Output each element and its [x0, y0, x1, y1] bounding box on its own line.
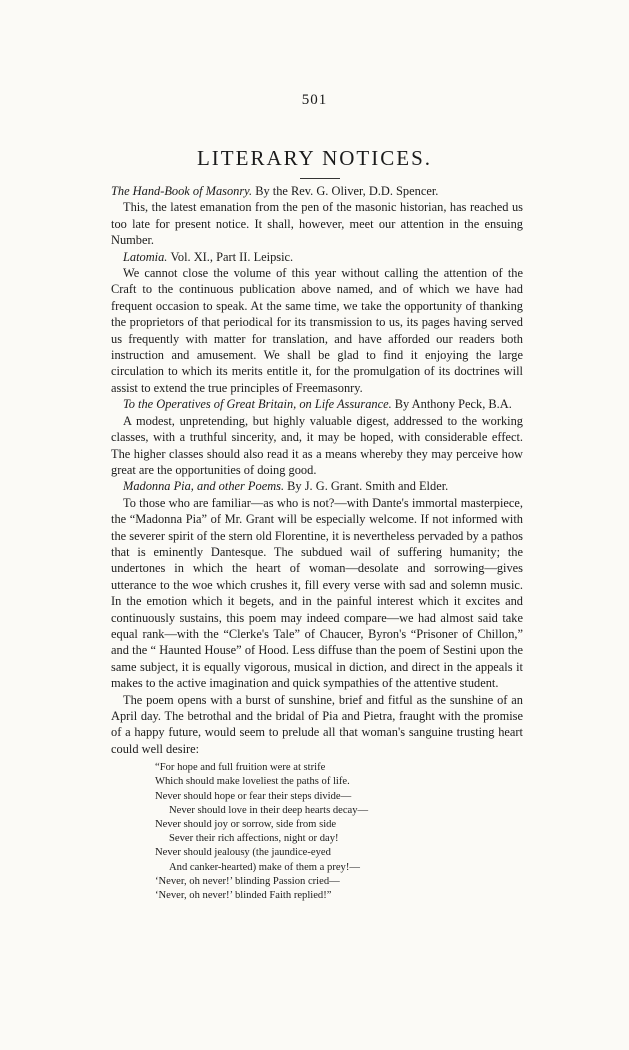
- notice-body: The poem opens with a burst of sunshine, brief and fitful as the sunshine of an April day. The betrothal and the bridal of Pia and Pietra, fraught with the promise of a happy future, would seem to prelude all that woman's sanguine trusting heart could well desire:: [111, 692, 523, 756]
- notice-body: We cannot close the volume of this year without calling the attention of the Craft to the continuous publication above named, and of which we have had frequent occasion to speak. At the same time, we take the opportunity of thanking the proprietors of that periodical for its transmission to us, its pages having served us frequently with matter for translation, and have afforded our readers both instruction and amusement. We shall be glad to find it enjoying the large circulation to which its merits entitle it, for the promulgation of its doctrines will assist to extend the true principles of Freemasonry.: [111, 266, 523, 395]
- poem-excerpt: [155, 761, 523, 903]
- poem-line: Never should love in their deep hearts decay—: [169, 804, 369, 816]
- poem-line: Never should jealousy (the jaundice-eyed: [155, 847, 331, 859]
- notice-byline: Vol. XI., Part II. Leipsic.: [170, 249, 294, 264]
- poem-line: “For hope and full fruition were at strife: [155, 762, 326, 774]
- notice-title: To the Operatives of Great Britain, on Life Assurance.: [123, 397, 392, 412]
- title-divider: [300, 178, 340, 179]
- notice-body: A modest, unpretending, but highly valuable digest, addressed to the working classes, with a truthful sincerity, and, it may be hoped, with considerable effect. The higher classes should also read it as a means whereby they may perceive how great are the opportunities of doing good.: [111, 413, 523, 477]
- poem-line: And canker-hearted) make of them a prey!—: [169, 861, 360, 873]
- notice-title: Madonna Pia, and other Poems.: [123, 479, 285, 494]
- notice-body: This, the latest emanation from the pen of the masonic historian, has reached us too late for present notice. It shall, however, meet our attention in the ensuing Number.: [111, 200, 523, 248]
- poem-line: Sever their rich affections, night or day!: [169, 833, 339, 845]
- poem-line: ‘Never, oh never!’ blinded Faith replied!”: [155, 890, 332, 902]
- page-number: 501: [301, 92, 328, 108]
- poem-line: Which should make loveliest the paths of life.: [155, 776, 350, 788]
- notice-byline: By Anthony Peck, B.A.: [394, 397, 512, 412]
- notice-heading: [111, 396, 523, 412]
- notice-title: The Hand-Book of Masonry.: [111, 184, 253, 198]
- notice-heading: [111, 478, 523, 494]
- section-title: LITERARY NOTICES.: [196, 146, 433, 170]
- poem-line: Never should hope or fear their steps divide—: [155, 790, 352, 802]
- notice-byline: By J. G. Grant. Smith and Elder.: [287, 479, 449, 494]
- notices-column: [111, 183, 523, 903]
- notice-body: To those who are familiar—as who is not?—with Dante's immortal masterpiece, the “Madonna Pia” of Mr. Grant will be especially welcome. If not informed with the severer spirit of the stern old Florentine, it is nevertheless pervaded by a pathos that is eminently Dantesque. The subdued wail of suffering humanity; the undertones in which the heart of woman—desolate and sorrowing—gives utterance to the woe which crushes it, fill every verse with sad and solemn music. In the emotion which it begets, and in the painful interest which it excites and continuously sustains, this poem may indeed compare—we had almost said take equal rank—with the “Clerke's Tale” of Chaucer, Byron's “Prisoner of Chillon,” and the “ Haunted House” of Hood. Less diffuse than the poem of Sestini upon the same subject, it is equally vigorous, musical in diction, and direct in the appeals it makes to the active imagination and quick sympathies of the attentive student.: [111, 495, 523, 691]
- notice-heading: [111, 183, 523, 199]
- notice-heading: [111, 249, 523, 265]
- notice-title: Latomia.: [123, 249, 168, 264]
- poem-line: Never should joy or sorrow, side from side: [155, 819, 337, 831]
- poem-line: ‘Never, oh never!’ blinding Passion cried—: [155, 875, 340, 887]
- notice-byline: By the Rev. G. Oliver, D.D. Spencer.: [255, 184, 439, 198]
